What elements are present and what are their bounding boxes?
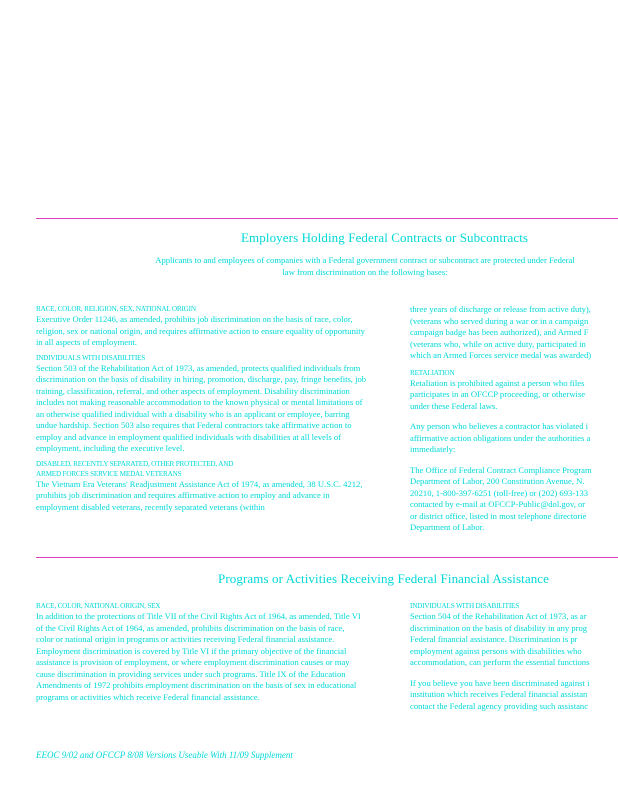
contact-line: Department of Labor. — [410, 522, 485, 532]
label-veterans: DISABLED, RECENTLY SEPARATED, OTHER PROTECTED, AND ARMED FORCES SERVICE MEDAL VETERANS — [36, 459, 234, 478]
continuation-line: three years of discharge or release from active duty), — [410, 304, 591, 314]
contact-line: 20210, 1-800-397-6251 (toll-free) or (202) 693-133 — [410, 487, 589, 498]
section1-left-column — [36, 304, 370, 513]
section1-right-column — [410, 304, 618, 534]
section2-title: Programs or Activities Receiving Federal Financial Assistance — [218, 571, 550, 586]
complaint-line: immediately: — [410, 444, 456, 454]
complaint-line: contact the Federal agency providing such assistanc — [410, 700, 589, 711]
footer-version-note: EEOC 9/02 and OFCCP 8/08 Versions Useable With 11/09 Supplement — [36, 750, 293, 760]
contact-email-line: contacted by e-mail at OFCCP-Public@dol.gov, or — [410, 499, 586, 509]
paragraph-eo-11246: Executive Order 11246, as amended, prohibits job discrimination on the basis of race, color, religion, sex or national origin, and requires affirmative action to ensure equality of opportunity in all aspects of employment. — [36, 314, 365, 347]
contact-line: Department of Labor, 200 Constitution Avenue, N. — [410, 476, 585, 486]
label-retaliation: RETALIATION — [410, 368, 455, 377]
section-504-line: discrimination on the basis of disability in any prog — [410, 622, 588, 633]
paragraph-title-vi-ix: In addition to the protections of Title VII of the Civil Rights Act of 1964, as amended, Title VI of the Civil Rights Act of 1964, as amended, prohibits discrimination on the basis of race, color or national origin in programs or activities receiving Federal financial assistance. Employment discrimination is covered by Title VI if the primary objective of the financial assistance is provision of employment, or where employment discrimination causes or may cause discrimination in providing services under such programs. Title IX of the Education Amendments of 1972 prohibits employment discrimination on the basis of sex in educational programs or activities which receive Federal financial assistance. — [36, 611, 361, 702]
label-disabilities-504: INDIVIDUALS WITH DISABILITIES — [410, 602, 520, 610]
label-race-color: RACE, COLOR, RELIGION, SEX, NATIONAL ORIGIN — [36, 305, 196, 313]
section2-left-column — [36, 601, 362, 703]
paragraph-section-503: Section 503 of the Rehabilitation Act of 1973, as amended, protects qualified individuals from discrimination on the basis of disability in hiring, promotion, discharge, pay, fringe benefits, job training, classification, referral, and other aspects of employment. Disability discrimination includes not making reasonable accommodation to the known physical or mental limitations of an otherwise qualified individual with a disability who is an applicant or employee, barring undue hardship. Section 503 also requires that Federal contractors take affirmative action to employ and advance in employment qualified individuals with disabilities at all levels of employment, including the executive level. — [36, 362, 367, 453]
retaliation-line: Retaliation is prohibited against a person who files — [410, 377, 585, 388]
middle-rule — [36, 557, 618, 558]
complaint-line: Any person who believes a contractor has violated i — [410, 421, 589, 431]
contact-line: The Office of Federal Contract Compliance Program — [410, 464, 592, 475]
retaliation-line: participates in an OFCCP proceeding, or otherwise — [410, 389, 586, 399]
label-race-color-sex: RACE, COLOR, NATIONAL ORIGIN, SEX — [36, 602, 161, 610]
section-504-line: accommodation, can perform the essential functions — [410, 657, 590, 667]
continuation-line: (veterans who, while on active duty, participated in — [410, 338, 586, 349]
continuation-line: which an Armed Forces service medal was awarded) — [410, 350, 592, 360]
section2-right-column — [410, 601, 618, 712]
section-504-line: Federal financial assistance. Discrimination is pr — [410, 634, 578, 644]
continuation-line: campaign badge has been authorized), and Armed F — [410, 327, 589, 337]
paragraph-vevraa: The Vietnam Era Veterans' Readjustment Assistance Act of 1974, as amended, 38 U.S.C. 4212, prohibits job discrimination and requires affirmative action to employ and advance in employment disabled veterans, recently separated veterans (within — [36, 478, 363, 512]
continuation-line: (veterans who served during a war or in a campaign — [410, 315, 589, 326]
complaint-line: If you believe you have been discriminated against i — [410, 677, 590, 688]
top-rule — [36, 218, 618, 219]
label-disabilities: INDIVIDUALS WITH DISABILITIES — [36, 353, 146, 362]
contact-line: or district office, listed in most telephone directorie — [410, 510, 587, 521]
section1-title: Employers Holding Federal Contracts or Subcontracts — [241, 230, 529, 245]
section-504-line: employment against persons with disabilities who — [410, 645, 582, 656]
section1-intro: Applicants to and employees of companies with a Federal government contract or subcontract are protected under Federal law from discrimination on the following bases: — [155, 255, 575, 277]
retaliation-line: under these Federal laws. — [410, 400, 498, 411]
section-504-line: Section 504 of the Rehabilitation Act of 1973, as ar — [410, 611, 587, 621]
complaint-line: affirmative action obligations under the authorities a — [410, 432, 591, 443]
complaint-line: institution which receives Federal financial assistan — [410, 689, 588, 699]
